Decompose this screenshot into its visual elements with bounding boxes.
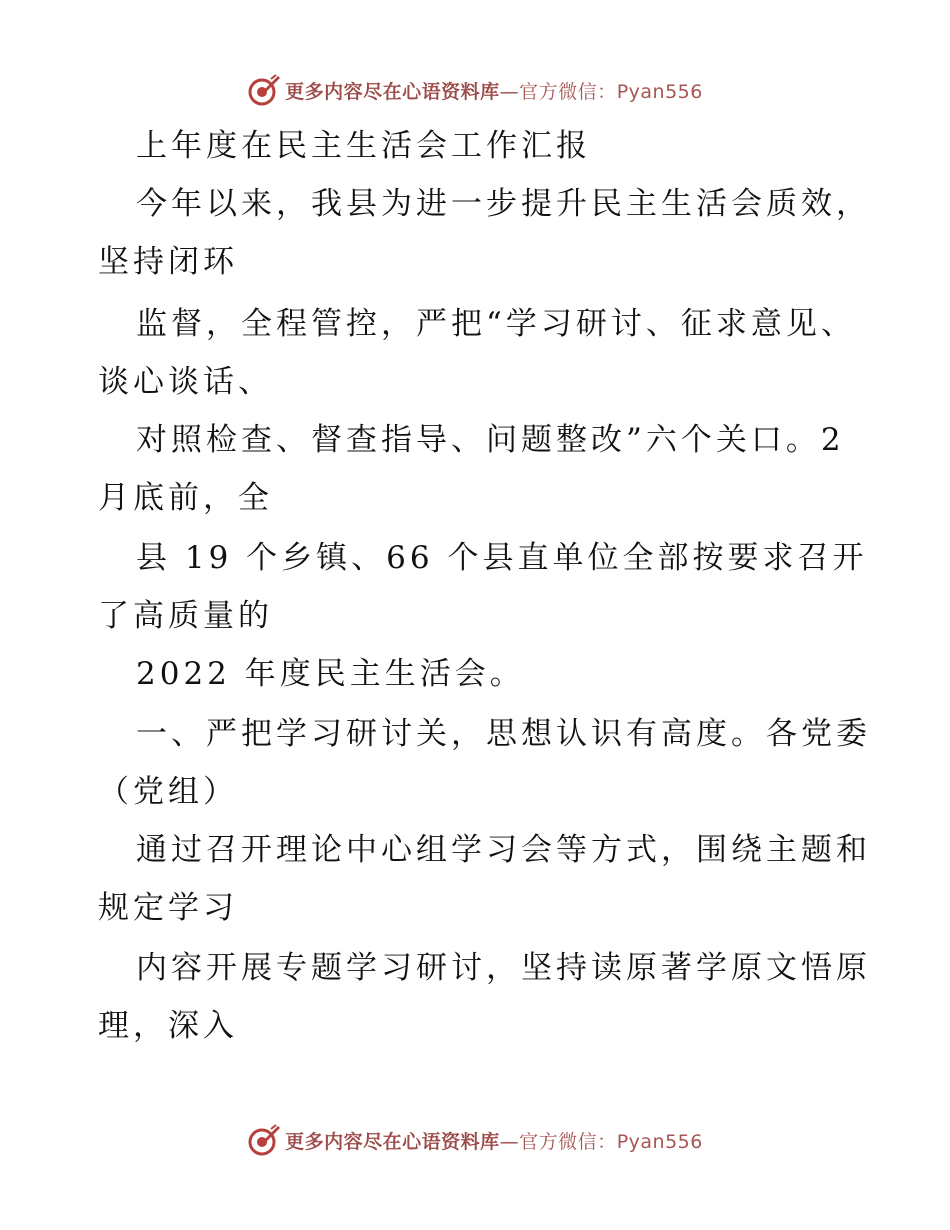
banner-wechat-id: Pyan556 (616, 80, 703, 103)
paragraph-line: 通过召开理论中心组学习会等方式，围绕主题和 (136, 832, 871, 868)
header-banner (0, 70, 950, 110)
paragraph-line: 内容开展专题学习研讨，坚持读原著学原文悟原 (136, 950, 871, 986)
banner-dash: — (499, 80, 520, 103)
banner-wechat-label: 官方微信： (519, 80, 617, 103)
paragraph-line: 坚持闭环 (98, 244, 238, 280)
paragraph-line: 规定学习 (98, 890, 238, 926)
paragraph-line: 县 19 个乡镇、66 个县直单位全部按要求召开 (136, 540, 868, 576)
quill-logo-icon (247, 73, 281, 107)
paragraph-line: 今年以来，我县为进一步提升民主生活会质效， (136, 186, 871, 222)
banner-library-name: 更多内容尽在心语资料库 (285, 1130, 500, 1153)
paragraph-line: （党组） (98, 774, 238, 810)
section-heading-line: 一、严把学习研讨关，思想认识有高度。各党委 (136, 716, 871, 752)
banner-text (285, 1127, 703, 1154)
banner-wechat-id: Pyan556 (616, 1130, 703, 1153)
paragraph-line: 谈心谈话、 (98, 364, 273, 400)
banner-text (285, 77, 703, 104)
quill-logo-icon (247, 1123, 281, 1157)
banner-dash: — (499, 1130, 520, 1153)
paragraph-line: 对照检查、督查指导、问题整改”六个关口。2 (136, 422, 845, 458)
paragraph-line: 监督，全程管控，严把“学习研讨、征求意见、 (136, 306, 856, 342)
banner-wechat-label: 官方微信： (519, 1130, 617, 1153)
paragraph-line: 了高质量的 (98, 598, 273, 634)
paragraph-line: 2022 年度民主生活会。 (136, 656, 525, 692)
document-title: 上年度在民主生活会工作汇报 (136, 128, 591, 164)
paragraph-line: 理，深入 (98, 1008, 238, 1044)
banner-library-name: 更多内容尽在心语资料库 (285, 80, 500, 103)
paragraph-line: 月底前，全 (98, 480, 273, 516)
footer-banner (0, 1120, 950, 1160)
